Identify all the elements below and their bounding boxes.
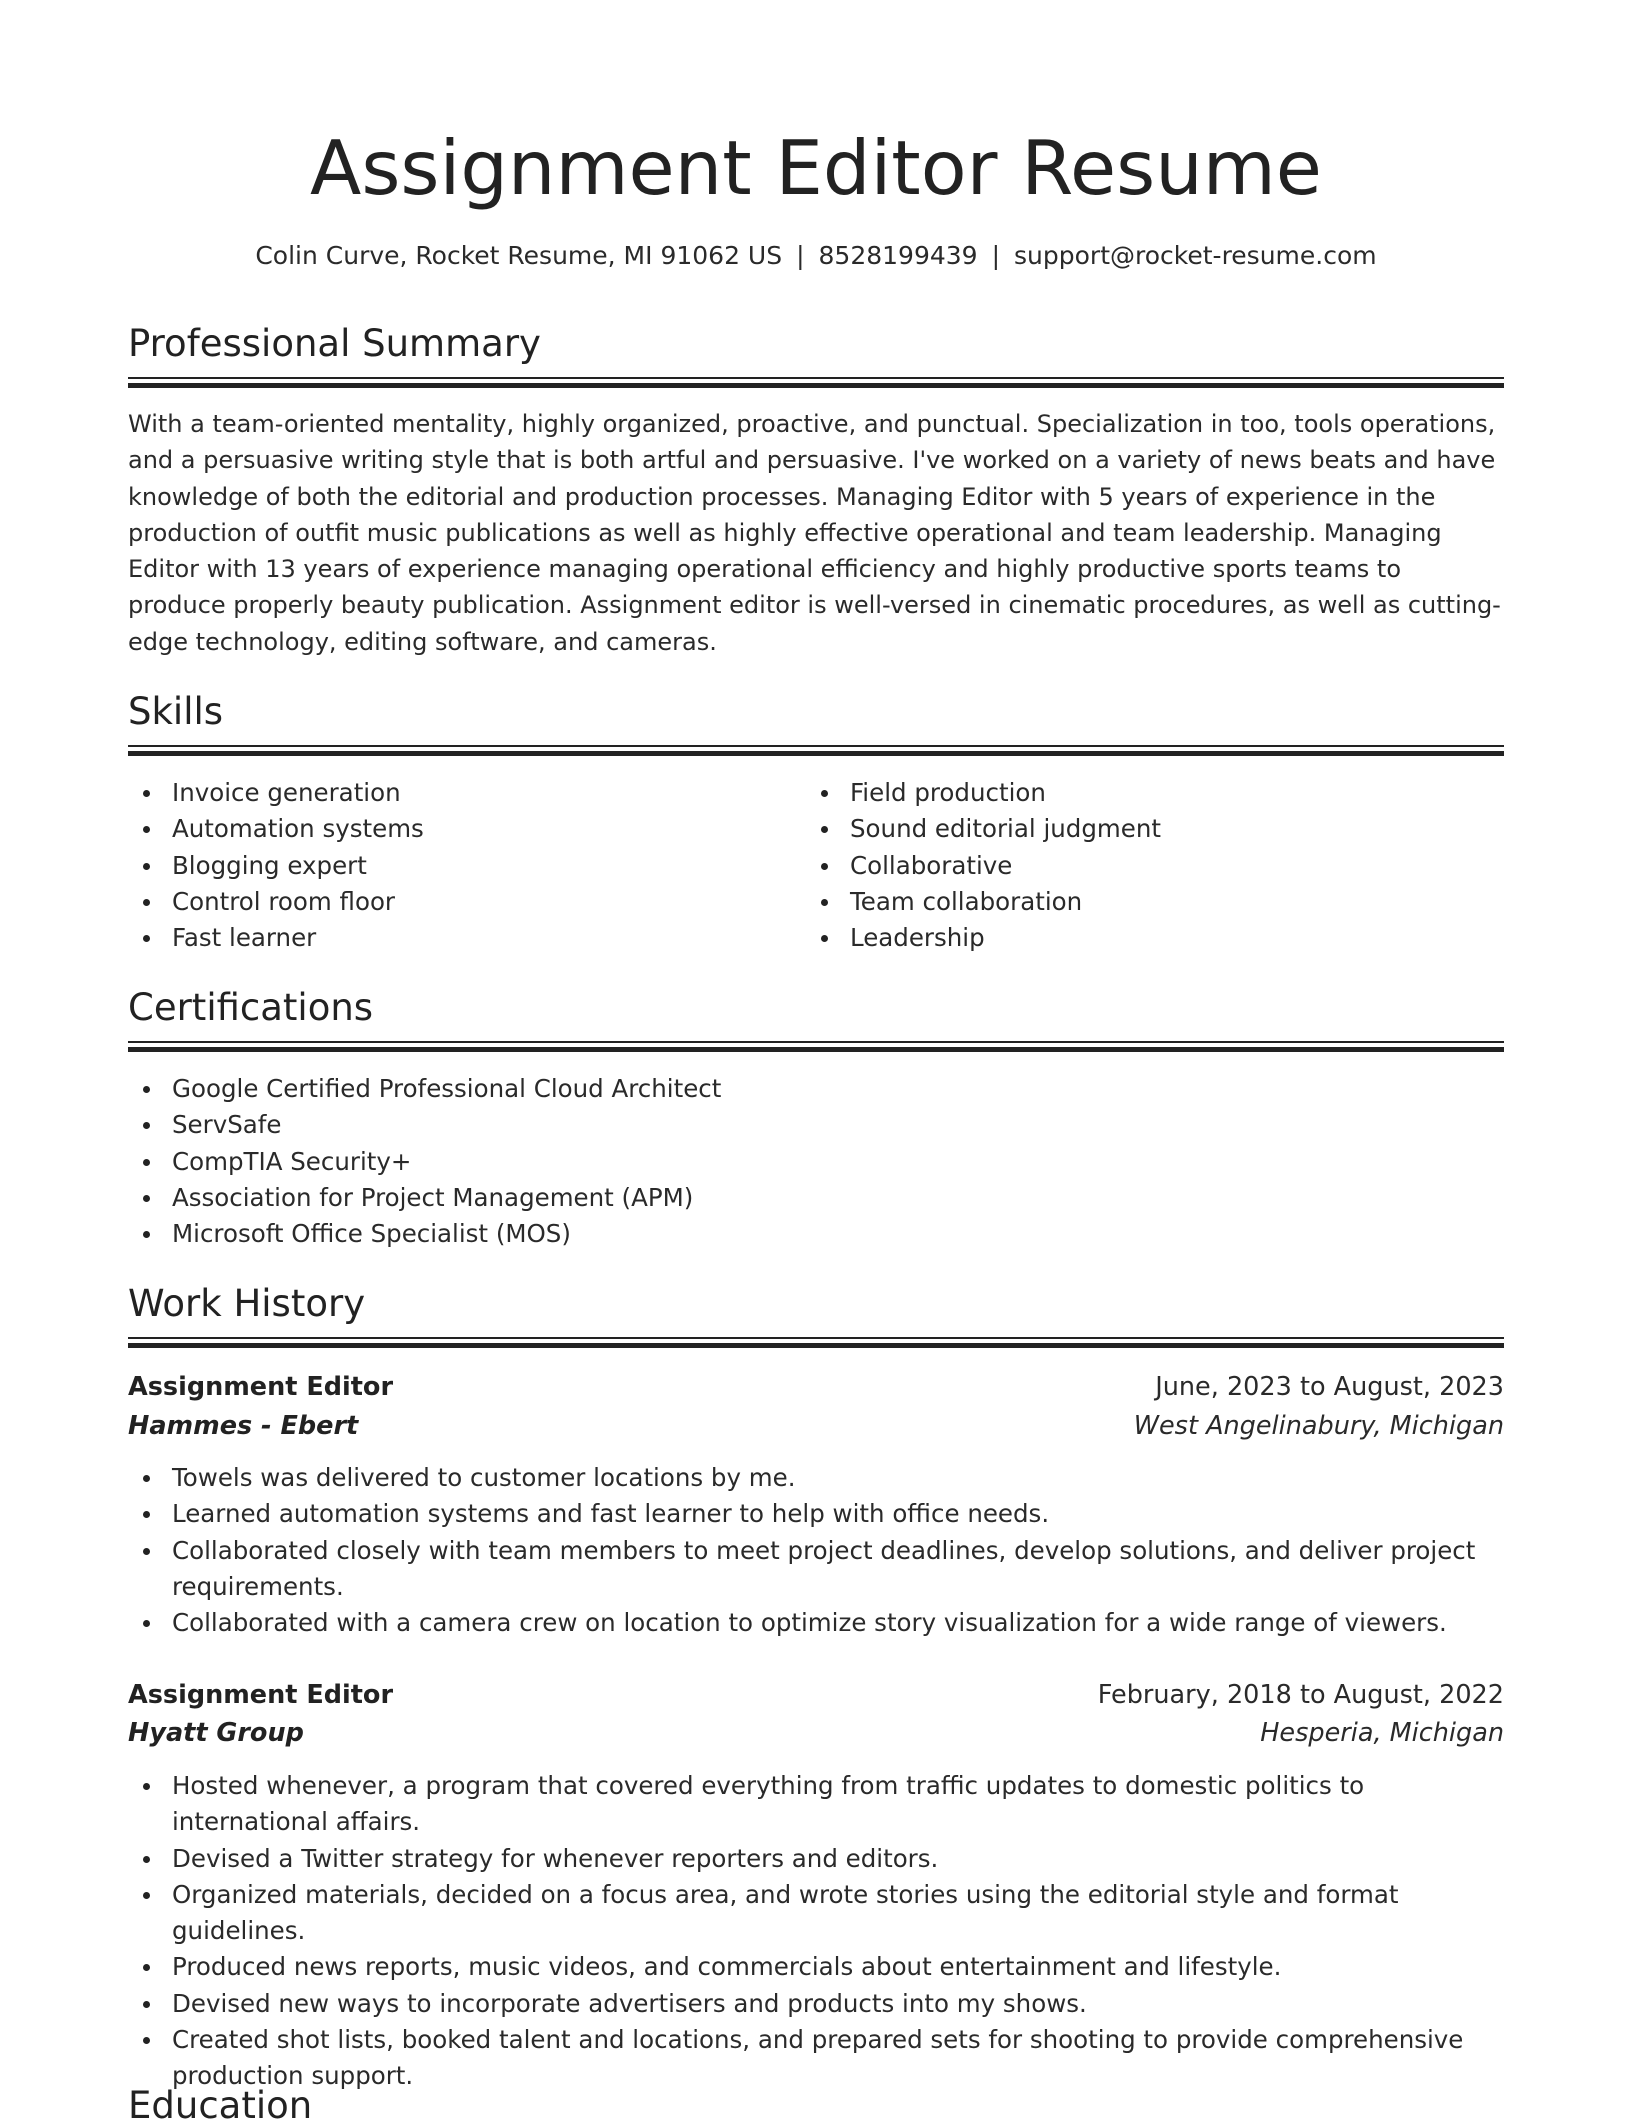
summary-text: With a team-oriented mentality, highly organized, proactive, and punctual. Specialization in too, tools operations, and a persuasive writing style that is both artful and persuasive. I've worked on a variety of news beats and have knowledge of both the editorial and production processes. Managing Editor with 5 years of experience in the production of outfit music publications as well as highly effective operational and team leadership. Managing Editor with 13 years of experience managing operational efficiency and highly productive sports teams to produce properly beauty publication. Assignment editor is well-versed in cinematic procedures, as well as cutting-edge technology, editing software, and cameras. — [128, 410, 1501, 656]
section-divider — [128, 1041, 1504, 1053]
certification-item: Association for Project Management (APM) — [128, 1180, 1504, 1216]
job-bullet: Produced news reports, music videos, and commercials about entertainment and lifestyle. — [128, 1949, 1504, 1985]
job-bullet: Towels was delivered to customer locations by me. — [128, 1460, 1504, 1496]
skill-item: Leadership — [806, 920, 1504, 956]
job-bullet: Collaborated with a camera crew on location to optimize story visualization for a wide range of viewers. — [128, 1605, 1504, 1641]
job-bullet: Hosted whenever, a program that covered everything from traffic updates to domestic politics to international affairs. — [128, 1768, 1504, 1841]
skills-list-right — [806, 775, 1504, 956]
job-dates: June, 2023 to August, 2023 — [1155, 1372, 1504, 1402]
section-divider — [128, 377, 1504, 389]
job-title: Assignment Editor — [128, 1372, 394, 1402]
skills-list-left — [128, 775, 788, 956]
document-title: Assignment Editor Resume — [310, 124, 1322, 212]
job-bullet: Organized materials, decided on a focus area, and wrote stories using the editorial style and format guidelines. — [128, 1877, 1504, 1950]
job-bullet: Created shot lists, booked talent and locations, and prepared sets for shooting to provide comprehensive production support. — [128, 2022, 1504, 2095]
skill-item: Automation systems — [128, 811, 788, 847]
work-history-heading: Work History — [128, 1282, 366, 1325]
skill-item: Fast learner — [128, 920, 788, 956]
skill-item: Invoice generation — [128, 775, 788, 811]
summary-heading: Professional Summary — [128, 322, 541, 365]
contact-separator: | — [991, 241, 1001, 270]
skill-item: Team collaboration — [806, 884, 1504, 920]
contact-separator: | — [796, 241, 805, 270]
job-header — [128, 1368, 1504, 1406]
education-heading: Education — [128, 2084, 313, 2127]
skills-heading: Skills — [128, 690, 224, 733]
job-bullets — [128, 1768, 1504, 2095]
job-location: Hesperia, Michigan — [1260, 1718, 1504, 1748]
job-subheader — [128, 1407, 1504, 1445]
contact-line — [128, 239, 1504, 273]
skill-item: Field production — [806, 775, 1504, 811]
job-bullet: Collaborated closely with team members to meet project deadlines, develop solutions, and deliver project requirements. — [128, 1533, 1504, 1606]
certification-item: CompTIA Security+ — [128, 1144, 1504, 1180]
job-location: West Angelinabury, Michigan — [1133, 1411, 1504, 1441]
contact-email: support@rocket-resume.com — [1014, 241, 1377, 270]
skill-item: Control room floor — [128, 884, 788, 920]
skill-item: Blogging expert — [128, 848, 788, 884]
certification-item: Microsoft Office Specialist (MOS) — [128, 1216, 1504, 1252]
job-bullets — [128, 1460, 1504, 1641]
job-dates: February, 2018 to August, 2022 — [1097, 1680, 1504, 1710]
certifications-heading: Certifications — [128, 986, 374, 1029]
skill-item: Collaborative — [806, 848, 1504, 884]
job-company: Hyatt Group — [128, 1718, 304, 1748]
job-bullet: Devised a Twitter strategy for whenever reporters and editors. — [128, 1841, 1504, 1877]
skill-item: Sound editorial judgment — [806, 811, 1504, 847]
certification-item: ServSafe — [128, 1107, 1504, 1143]
certifications-list — [128, 1071, 1504, 1252]
section-divider — [128, 1337, 1504, 1349]
contact-phone: 8528199439 — [818, 241, 978, 270]
certification-item: Google Certified Professional Cloud Architect — [128, 1071, 1504, 1107]
job-subheader — [128, 1714, 1504, 1752]
contact-address: Colin Curve, Rocket Resume, MI 91062 US — [255, 241, 783, 270]
section-divider — [128, 745, 1504, 757]
job-company: Hammes - Ebert — [128, 1411, 359, 1441]
job-title: Assignment Editor — [128, 1680, 394, 1710]
job-header — [128, 1676, 1504, 1714]
job-bullet: Devised new ways to incorporate advertisers and products into my shows. — [128, 1986, 1504, 2022]
job-bullet: Learned automation systems and fast learner to help with office needs. — [128, 1496, 1504, 1532]
